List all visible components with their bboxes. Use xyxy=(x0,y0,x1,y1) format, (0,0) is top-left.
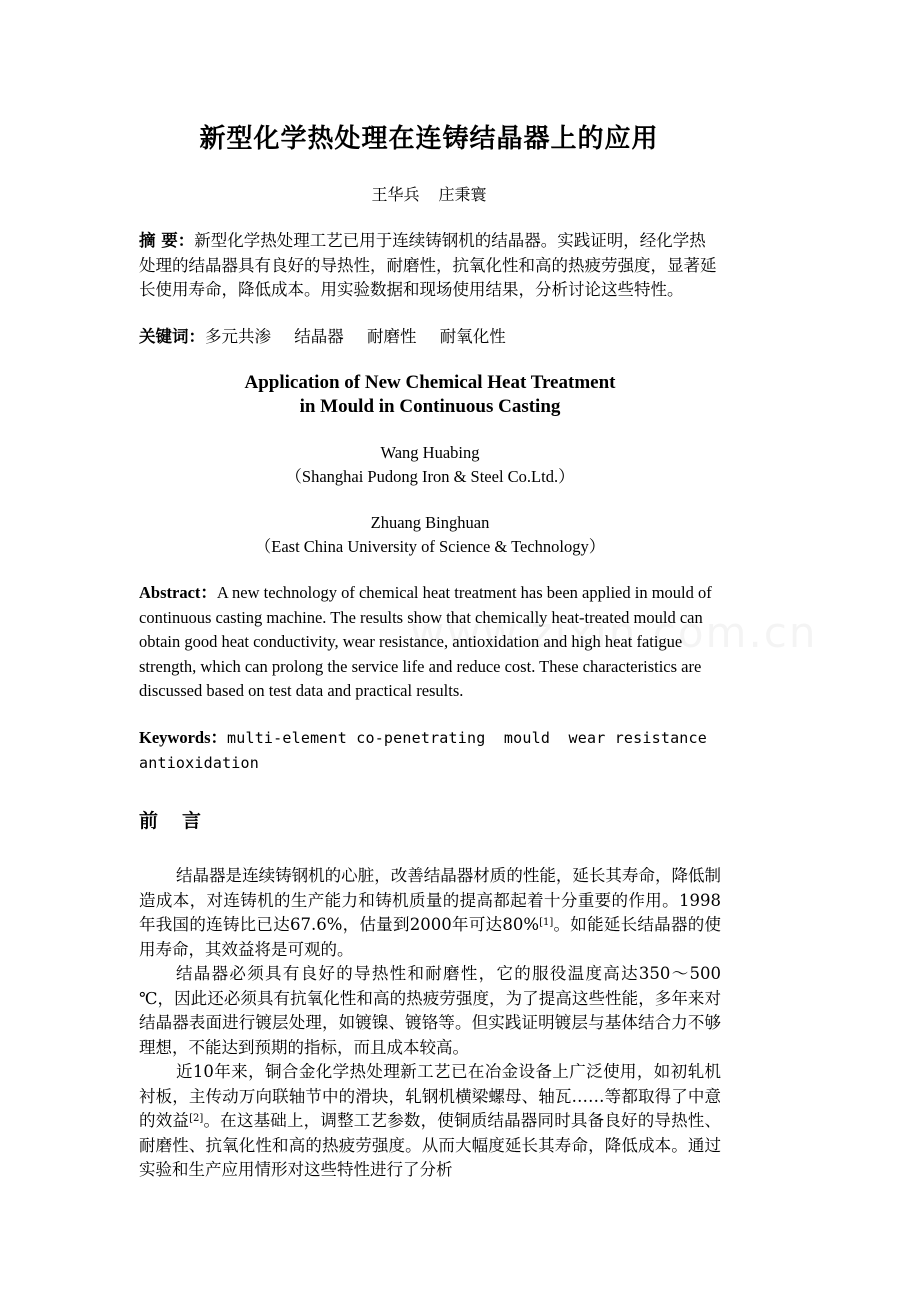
body-paragraph-2: 结晶器必须具有良好的导热性和耐磨性，它的服役温度高达350～500 ℃，因此还必须具有抗氧化性和高的热疲劳强度，为了提高这些性能，多年来对结晶器表面进行镀层处理，如镀镍、镀铬等。但实践证明镀层与基体结合力不够理想，不能达到预期的指标，而且成本较高。 xyxy=(139,964,721,1057)
english-keywords-text: multi-element co-penetrating mould wear resistance antioxidation xyxy=(139,729,717,772)
english-affiliation-2: （East China University of Science & Technology） xyxy=(254,537,606,556)
english-abstract-label: Abstract： xyxy=(139,583,217,602)
chinese-title: 新型化学热处理在连铸结晶器上的应用 xyxy=(199,124,659,154)
english-author-2: Zhuang Binghuan xyxy=(370,513,490,532)
body-paragraph-1 xyxy=(139,864,721,962)
english-title-line-1: Application of New Chemical Heat Treatment xyxy=(244,372,616,393)
chinese-abstract xyxy=(139,229,721,303)
english-author-1: Wang Huabing xyxy=(380,443,480,462)
english-keywords-label: Keywords： xyxy=(139,728,227,747)
chinese-abstract-label: 摘 要： xyxy=(139,231,195,250)
english-abstract xyxy=(139,581,721,704)
english-abstract-text: A new technology of chemical heat treatment has been applied in mould of continuous casting machine. The results show that chemically heat-treated mould can obtain good heat conductivity, wear resistance, antioxidation and high heat fatigue strength, which can prolong the service life and reduce cost. These characteristics are discussed based on test data and practical results. xyxy=(139,583,712,700)
chinese-keywords xyxy=(139,325,721,350)
paragraph-1-text-b: 。如能延长结晶器的使用寿命，其效益将是可观的。 xyxy=(139,915,721,959)
section-heading: 前言 xyxy=(139,810,226,832)
chinese-abstract-text: 新型化学热处理工艺已用于连续铸钢机的结晶器。实践证明，经化学热处理的结晶器具有良好的导热性，耐磨性，抗氧化性和高的热疲劳强度，显著延长使用寿命，降低成本。用实验数据和现场使用结果，分析讨论这些特性。 xyxy=(139,231,717,299)
body-paragraph-3 xyxy=(139,1060,721,1183)
paragraph-3-text-a: 近10年来，铜合金化学热处理新工艺已在冶金设备上广泛使用，如初轧机衬板，主传动万向联轴节中的滑块，轧钢机横梁螺母、轴瓦……等都取得了中意的效益 xyxy=(139,1062,721,1130)
chinese-keywords-text: 多元共渗 结晶器 耐磨性 耐氧化性 xyxy=(205,327,506,346)
paragraph-1-text-a: 结晶器是连续铸钢机的心脏，改善结晶器材质的性能，延长其寿命，降低制造成本，对连铸机的生产能力和铸机质量的提高都起着十分重要的作用。1998年我国的连铸比已达67.6%，估量到2000年可达80% xyxy=(139,866,721,934)
english-affiliation-1: （Shanghai Pudong Iron & Steel Co.Ltd.） xyxy=(285,467,575,486)
citation-1: [1] xyxy=(539,917,554,928)
chinese-authors: 王华兵 庄秉寰 xyxy=(371,185,487,204)
english-keywords xyxy=(139,726,721,775)
english-title-line-2: in Mould in Continuous Casting xyxy=(299,396,561,417)
chinese-keywords-label: 关键词： xyxy=(139,327,205,346)
paragraph-3-text-b: 。在这基础上，调整工艺参数，使铜质结晶器同时具备良好的导热性、耐磨性、抗氧化性和高的热疲劳强度。从而大幅度延长其寿命，降低成本。通过实验和生产应用情形对这些特性进行了分析 xyxy=(139,1111,722,1179)
citation-2: [2] xyxy=(189,1113,204,1124)
